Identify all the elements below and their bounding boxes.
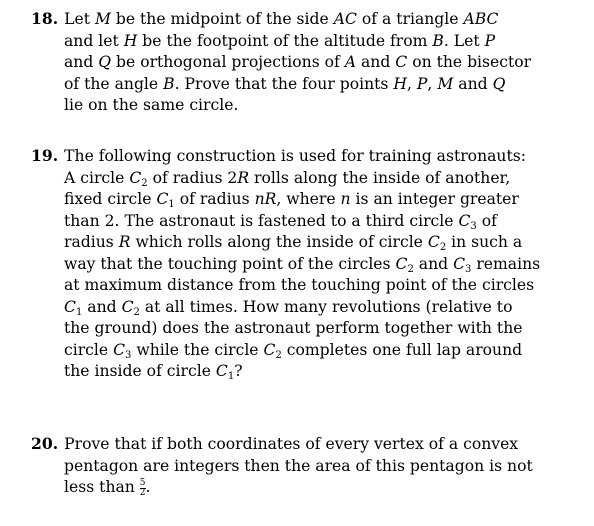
- problem-18-line-4: of the angle B. Prove that the four points H, P, M and Q: [64, 74, 506, 93]
- problem-18-line-1: 18. Let M be the midpoint of the side AC of a triangle ABC: [31, 9, 499, 28]
- problem-18-line-5: lie on the same circle.: [64, 96, 239, 114]
- problem-20-line-1: 20. Prove that if both coordinates of every vertex of a convex: [31, 434, 519, 453]
- problem-19-line-10: the inside of circle $C_1$?: [64, 362, 243, 382]
- problem-number: 20.: [31, 434, 59, 453]
- problem-19-line-9: circle $C_3$ while the circle $C_2$ completes one full lap around: [64, 340, 523, 361]
- problem-19: [31, 145, 561, 383]
- fraction-five-halves: $\frac{5}{2}$: [139, 477, 146, 498]
- problem-19-line-2: fixed circle $C_1$ of radius nR, where n is an integer greater: [64, 190, 519, 210]
- problem-19-line-5: way that the touching point of the circles $C_2$ and $C_3$ remains: [64, 254, 541, 275]
- problem-19-intro: 19. The following construction is used for training astronauts:: [31, 146, 526, 165]
- problem-number: 18.: [31, 9, 59, 28]
- problem-19-line-4: radius R which rolls along the inside of circle $C_2$ in such a: [64, 233, 523, 253]
- problem-19-line-1: A circle $C_2$ of radius 2R rolls along the inside of another,: [64, 168, 511, 189]
- problem-20: [31, 433, 561, 499]
- problem-19-line-3: than 2. The astronaut is fastened to a third circle $C_3$ of: [64, 211, 497, 232]
- problem-20-line-2: pentagon are integers then the area of this pentagon is not: [64, 456, 533, 475]
- problem-18: [31, 8, 561, 117]
- problem-18-line-3: and Q be orthogonal projections of A and C on the bisector: [64, 53, 532, 71]
- problem-20-line-3: less than $\frac{5}{2}$ .: [64, 477, 151, 498]
- problem-19-line-7: $C_1$ and $C_2$ at all times. How many revolutions (relative to: [64, 297, 513, 318]
- problem-number: 19.: [31, 146, 59, 165]
- problem-18-line-2: and let H be the footpoint of the altitude from B. Let P: [64, 31, 496, 50]
- problem-19-line-8: the ground) does the astronaut perform together with the: [64, 319, 523, 337]
- problem-19-line-6: at maximum distance from the touching point of the circles: [64, 276, 535, 294]
